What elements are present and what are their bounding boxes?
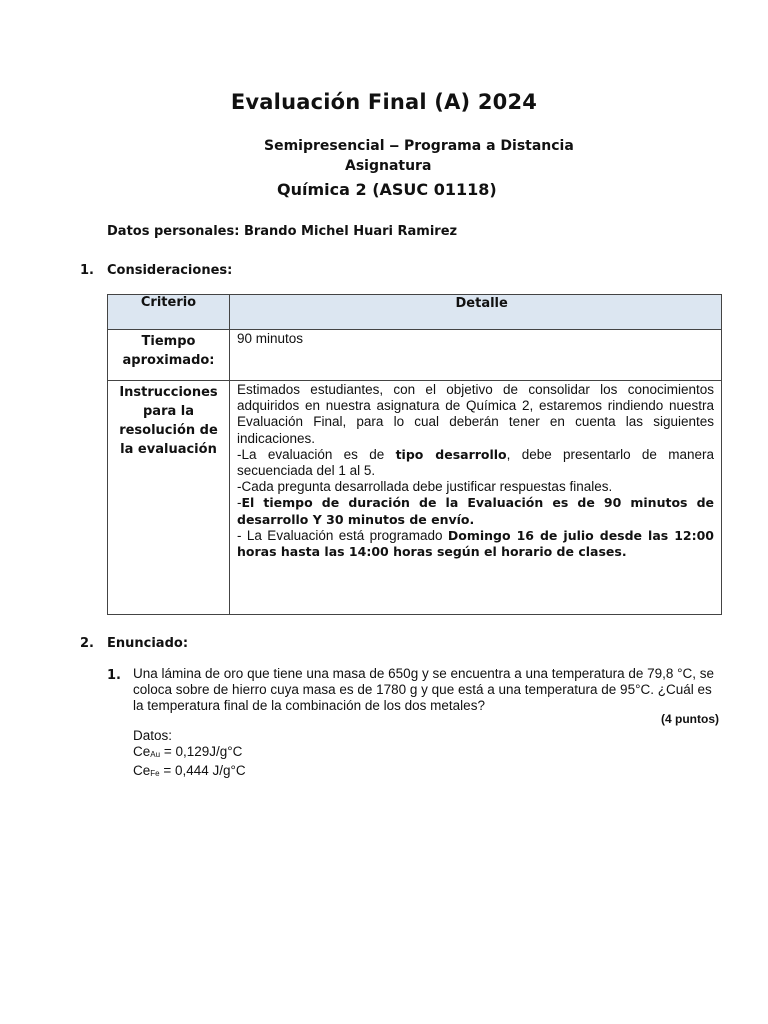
- header-detalle: [230, 295, 722, 330]
- section-label: Consideraciones:: [107, 263, 233, 278]
- instruction-text: -La evaluación es de: [237, 446, 396, 462]
- considerations-table: [107, 294, 722, 615]
- row-criterio: Instrucciones para la resolución de la evaluación: [108, 381, 230, 615]
- question-text: Una lámina de oro que tiene una masa de 650g y se encuentra a una temperatura de 79,8 °C, se coloca sobre de hierro cuya masa es de 1780 g y que está a una temperatura de 95°C. ¿Cuál es la temperatura final de la combinación de los dos metales?: [133, 666, 715, 713]
- question-data: [133, 728, 246, 782]
- document-title: Evaluación Final (A) 2024: [230, 90, 538, 114]
- header-detalle-text: Detalle: [455, 296, 508, 311]
- document-subtitle: Semipresencial ‒ Programa a Distancia: [264, 138, 574, 154]
- instruction-text: - La Evaluación está programado: [237, 527, 448, 543]
- ce-symbol: Ce: [133, 763, 151, 778]
- instruction-type: [237, 447, 714, 479]
- instruction-bold: Domingo 16 de julio desde las 12:00 horas hasta las 14:00 horas según el horario de clases.: [237, 527, 714, 560]
- section-number: 2.: [80, 636, 94, 651]
- ce-value: = 0,444 J/g°C: [159, 763, 246, 778]
- instruction-duration: [237, 495, 714, 527]
- ce-symbol: Ce: [133, 744, 151, 759]
- personal-data: Datos personales: Brando Michel Huari Ramirez: [107, 224, 458, 239]
- instruction-intro: Estimados estudiantes, con el objetivo de consolidar los conocimientos adquiridos en nuestra asignatura de Química 2, estaremos rindiendo nuestra Evaluación Final, para lo cual deberán tener en cuenta las siguientes indicaciones.: [237, 382, 714, 446]
- ce-subscript: Fe: [150, 769, 160, 778]
- table-header-row: [108, 295, 722, 330]
- question-number: 1.: [107, 668, 121, 683]
- instruction-schedule: [237, 528, 714, 560]
- ce-value: = 0,129J/g°C: [160, 744, 243, 759]
- question-points: (4 puntos): [661, 712, 719, 726]
- header-criterio: [108, 295, 230, 330]
- ce-au-line: [133, 744, 246, 763]
- section-label: Enunciado:: [107, 636, 189, 651]
- ce-fe-line: [133, 763, 246, 782]
- row-detalle: 90 minutos: [230, 330, 722, 381]
- table-row: [108, 381, 722, 615]
- row-detalle: [230, 381, 722, 615]
- datos-label: Datos:: [133, 728, 173, 743]
- instruction-justify: -Cada pregunta desarrollada debe justificar respuestas finales.: [237, 479, 613, 495]
- instruction-text: , debe presentarlo de manera secuenciada del 1 al 5.: [237, 446, 714, 479]
- section-number: 1.: [80, 263, 94, 278]
- instruction-bold: tipo desarrollo: [395, 446, 507, 462]
- instruction-bold: El tiempo de duración de la Evaluación es de 90 minutos de desarrollo Y 30 minutos de envío.: [237, 495, 714, 527]
- course-name: Química 2 (ASUC 01118): [277, 180, 497, 199]
- table-row: [108, 330, 722, 381]
- instruction-text: -: [237, 495, 242, 511]
- row-criterio: Tiempo aproximado:: [108, 330, 230, 381]
- asignatura-label: Asignatura: [345, 158, 432, 174]
- header-criterio-text: Criterio: [140, 295, 197, 310]
- ce-subscript: Au: [150, 750, 161, 759]
